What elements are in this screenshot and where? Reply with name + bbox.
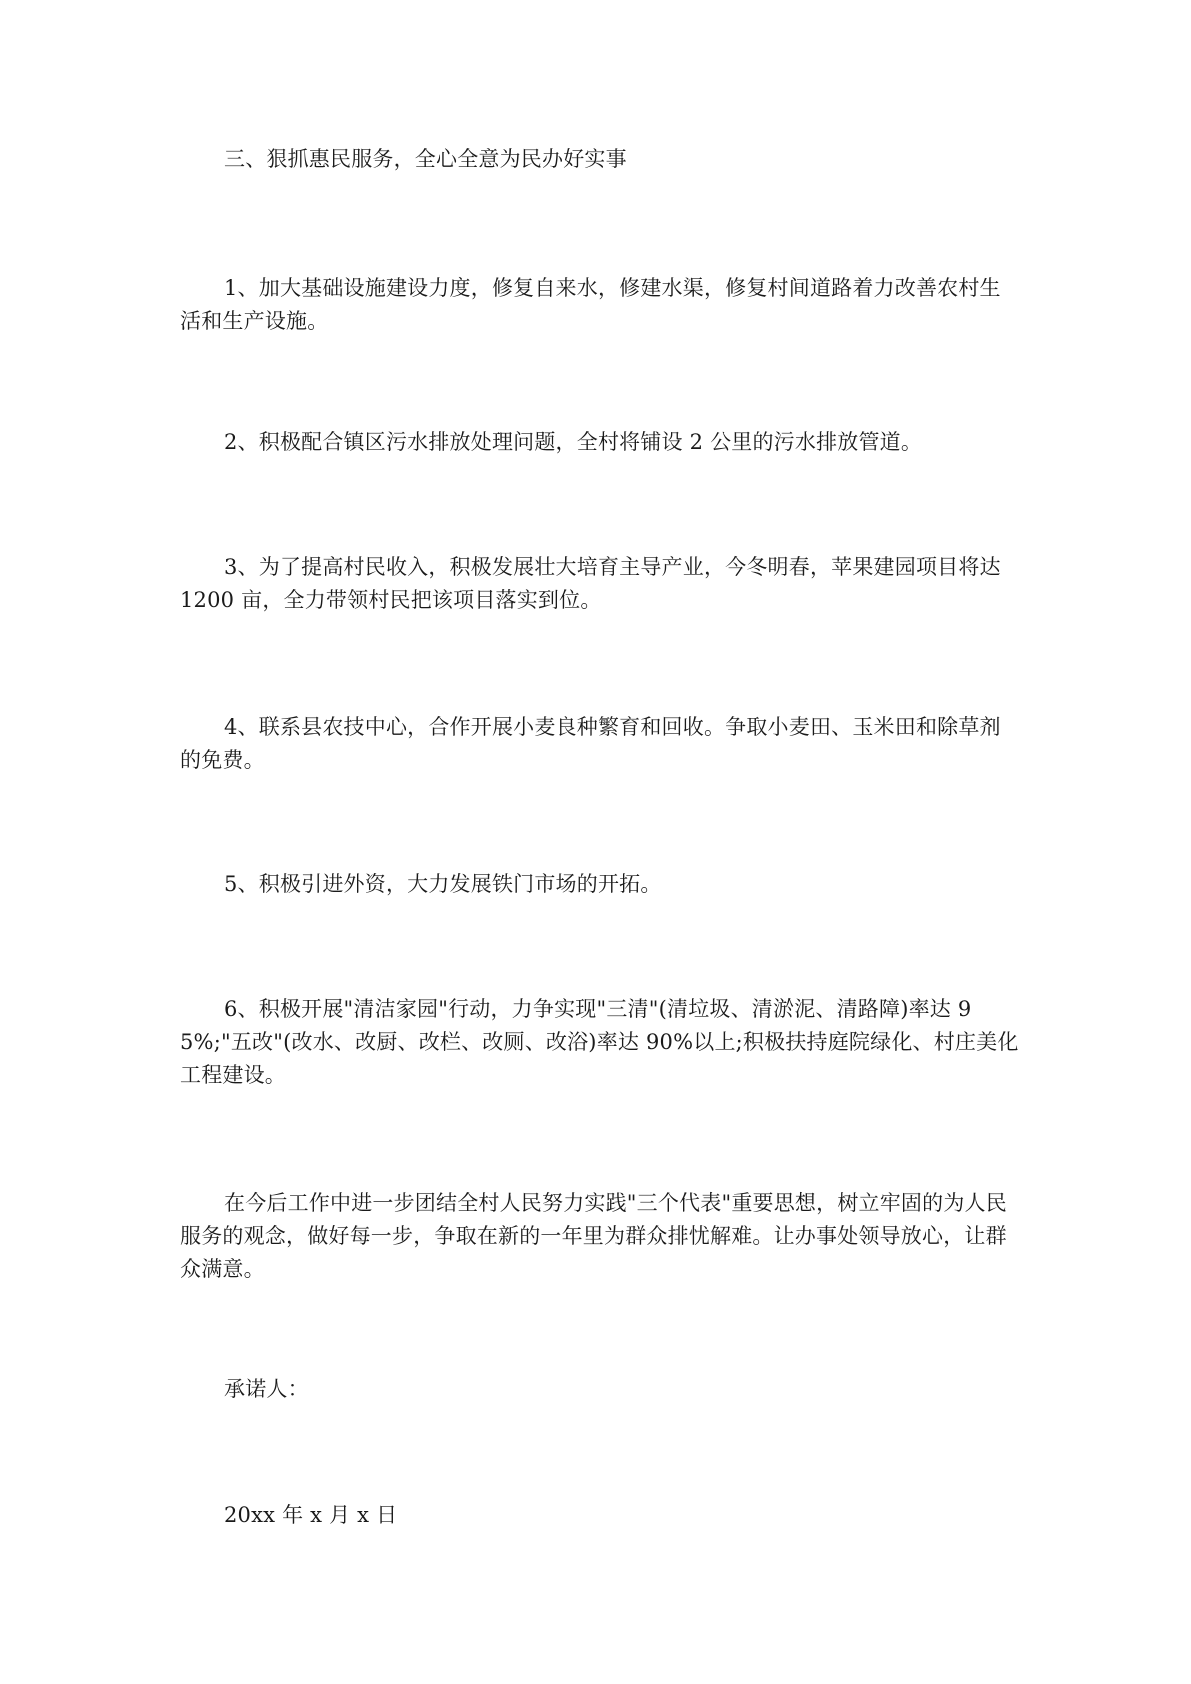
- closing-paragraph: 在今后工作中进一步团结全村人民努力实践"三个代表"重要思想，树立牢固的为人民服务的观念，做好每一步，争取在新的一年里为群众排忧解难。让办事处领导放心，让群众满意。: [180, 1191, 1007, 1281]
- paragraph-item-5: 5、积极引进外资，大力发展铁门市场的开拓。: [224, 872, 662, 896]
- signature-date: 20xx 年 x 月 x 日: [224, 1503, 398, 1527]
- paragraph-item-1: 1、加大基础设施建设力度，修复自来水，修建水渠，修复村间道路着力改善农村生活和生产设施。: [180, 276, 1001, 333]
- paragraph-item-6: 6、积极开展"清洁家园"行动，力争实现"三清"(清垃圾、清淤泥、清路障)率达 95%;"五改"(改水、改厨、改栏、改厕、改浴)率达 90%以上;积极扶持庭院绿化、村庄美化工程建设。: [180, 997, 1019, 1087]
- paragraph-item-2: 2、积极配合镇区污水排放处理问题，全村将铺设 2 公里的污水排放管道。: [224, 430, 923, 454]
- section-heading: 三、狠抓惠民服务，全心全意为民办好实事: [224, 147, 627, 171]
- signer-label: 承诺人：: [224, 1377, 309, 1401]
- paragraph-item-3: 3、为了提高村民收入，积极发展壮大培育主导产业，今冬明春，苹果建园项目将达 1200 亩，全力带领村民把该项目落实到位。: [180, 555, 1001, 612]
- paragraph-item-4: 4、联系县农技中心，合作开展小麦良种繁育和回收。争取小麦田、玉米田和除草剂的免费。: [180, 715, 1001, 772]
